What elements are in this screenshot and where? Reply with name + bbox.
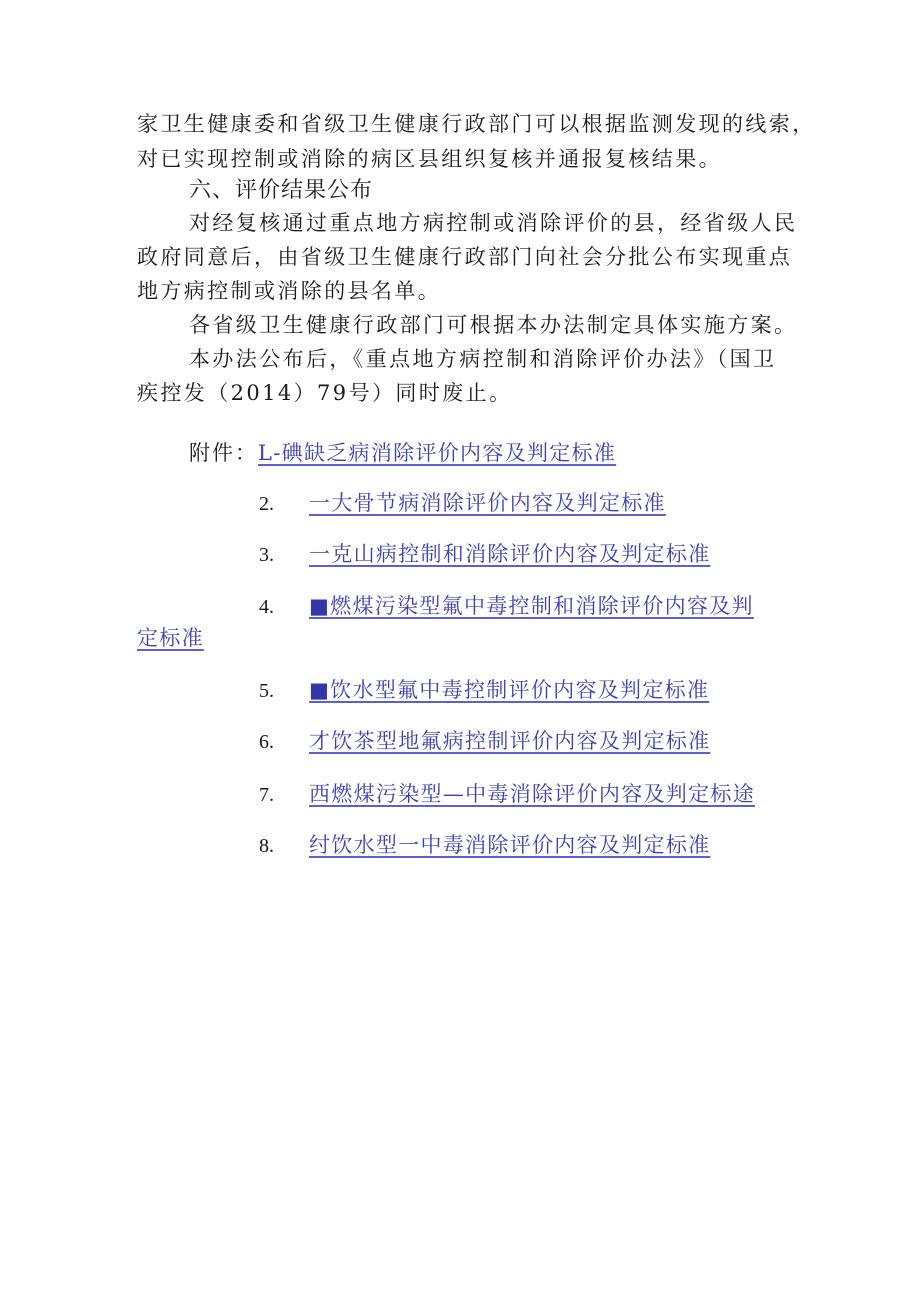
attachment-link-text: 饮水型氟中毒控制评价内容及判定标准 <box>330 678 710 702</box>
attachment-link-4[interactable] <box>309 596 754 617</box>
attachment-label: 附件： <box>189 441 258 465</box>
paragraph-line: 本办法公布后，《重点地方病控制和消除评价办法》（国卫 <box>189 347 777 371</box>
attachment-number: 7. <box>259 784 274 806</box>
square-marker-icon: ■ <box>309 594 331 618</box>
paragraph-line: 各省级卫生健康行政部门可根据本办法制定具体实施方案。 <box>189 313 798 337</box>
paragraph-line: 疾控发（2014）79号）同时废止。 <box>137 381 513 405</box>
attachment-row-1 <box>189 443 616 464</box>
square-marker-icon: ■ <box>309 678 331 702</box>
attachment-number: 8. <box>259 835 274 857</box>
attachment-link-text: 燃煤污染型氟中毒控制和消除评价内容及判 <box>330 594 754 618</box>
attachment-number: 2. <box>259 493 274 515</box>
attachment-link-7[interactable]: 西燃煤污染型—中毒消除评价内容及判定标途 <box>309 782 755 806</box>
paragraph-line: 对已实现控制或消除的病区县组织复核并通报复核结果。 <box>137 147 722 171</box>
attachment-link-1[interactable]: L-碘缺乏病消除评价内容及判定标准 <box>258 441 617 465</box>
paragraph-line: 对经复核通过重点地方病控制或消除评价的县，经省级人民 <box>189 211 798 235</box>
attachment-number: 4. <box>259 596 274 618</box>
attachment-link-8[interactable]: 纣饮水型一中毒消除评价内容及判定标准 <box>309 833 711 857</box>
section-heading: 六、评价结果公布 <box>189 178 374 203</box>
attachment-link-4-continued[interactable]: 定标准 <box>137 626 204 650</box>
attachment-number: 6. <box>259 731 274 753</box>
paragraph-line: 家卫生健康委和省级卫生健康行政部门可以根据监测发现的线索， <box>137 112 816 136</box>
paragraph-line: 政府同意后，由省级卫生健康行政部门向社会分批公布实现重点 <box>137 245 793 269</box>
attachment-number: 3. <box>259 544 274 566</box>
paragraph-line: 地方病控制或消除的县名单。 <box>137 279 442 303</box>
attachment-link-6[interactable]: 才饮茶型地氟病控制评价内容及判定标准 <box>309 729 711 753</box>
attachment-link-5[interactable] <box>309 680 709 701</box>
attachment-number: 5. <box>259 680 274 702</box>
attachment-link-2[interactable]: 一大骨节病消除评价内容及判定标准 <box>309 491 666 515</box>
attachment-link-3[interactable]: 一克山病控制和消除评价内容及判定标准 <box>309 542 711 566</box>
